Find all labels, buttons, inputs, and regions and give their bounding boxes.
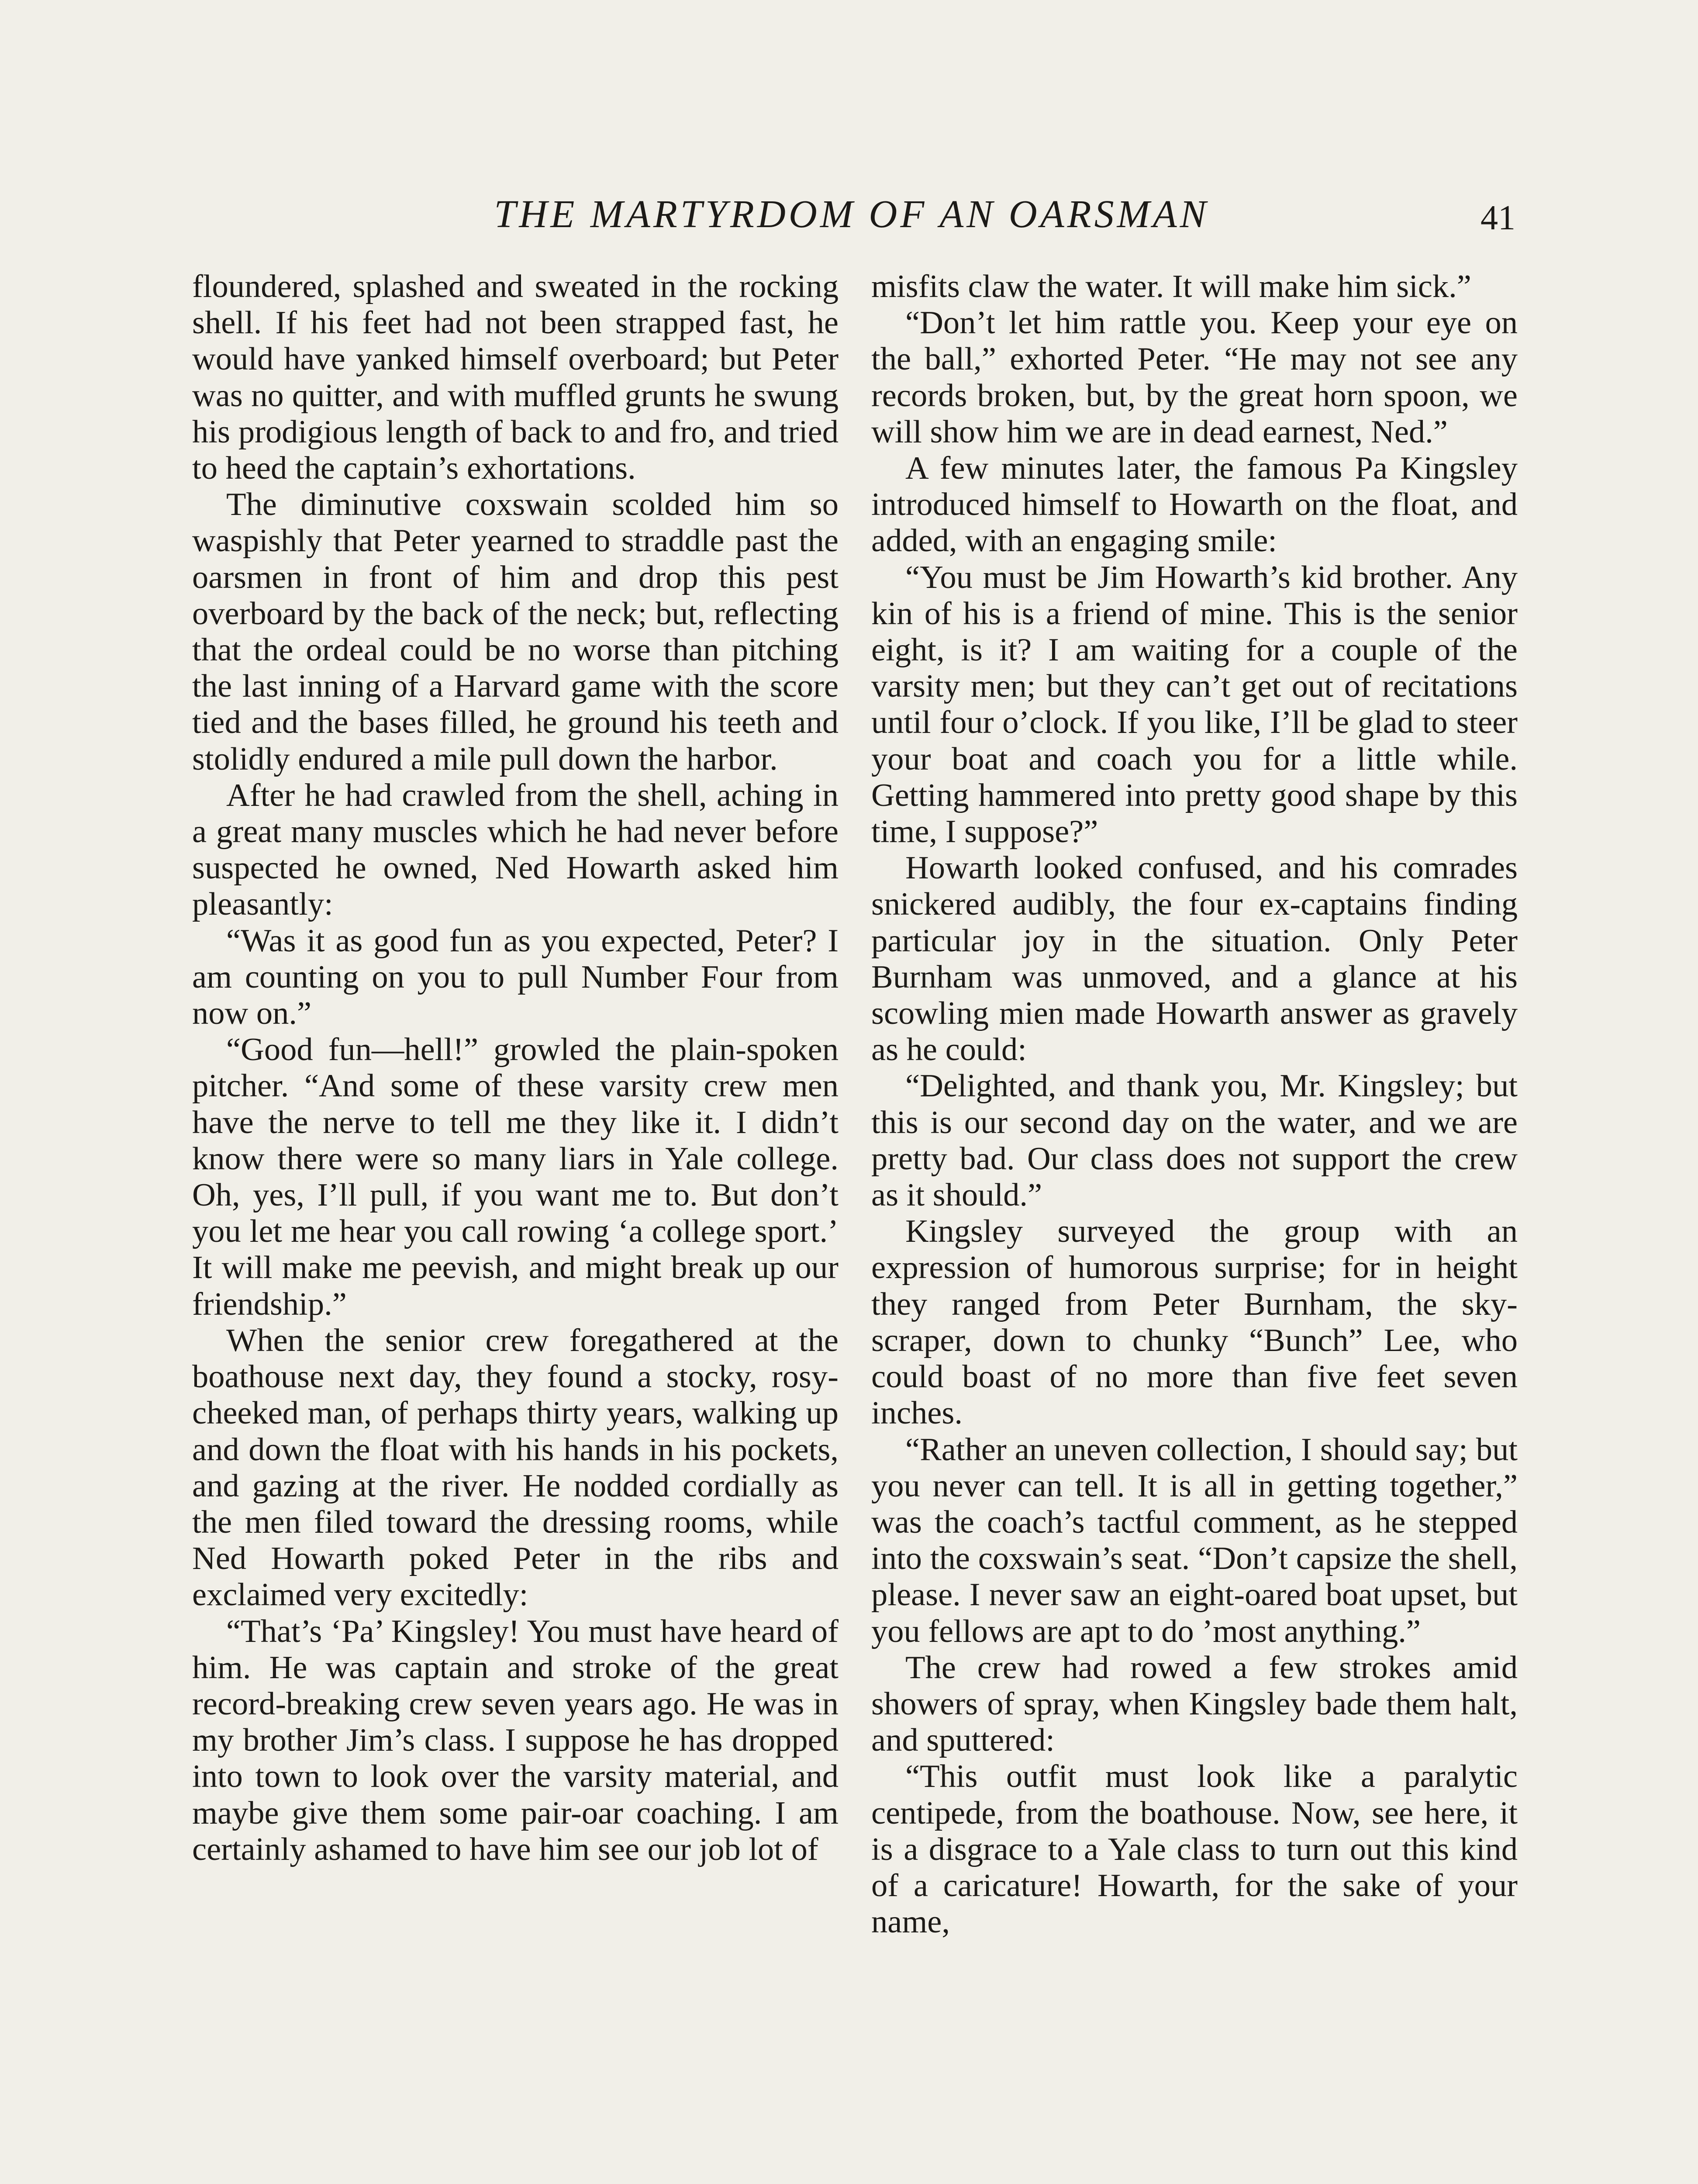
paragraph: The diminutive coxswain scolded him so waspishly that Peter yearned to straddle past the oarsmen in front of him and drop this pest overboard by the back of the neck; but, reflecting that the ordeal could be no worse than pitching the last inning of a Harvard game with the score tied and the bases filled, he ground his teeth and stolidly endured a mile pull down the harbor. [192,487,839,777]
paragraph: “You must be Jim Howarth’s kid brother. Any kin of his is a friend of mine. This is the senior eight, is it? I am waiting for a couple of the varsity men; but they can’t get out of recitations until four o’clock. If you like, I’ll be glad to steer your boat and coach you for a little while. Getting hammered into pretty good shape by this time, I suppose?” [871,559,1518,850]
paragraph: “Rather an uneven collection, I should say; but you never can tell. It is all in getting together,” was the coach’s tactful comment, as he stepped into the coxswain’s seat. “Don’t capsize the shell, please. I never saw an eight-oared boat upset, but you fellows are apt to do ’most anything.” [871,1431,1518,1649]
paragraph: After he had crawled from the shell, aching in a great many muscles which he had never before suspected he owned, Ned Howarth asked him pleasantly: [192,777,839,923]
running-title: THE MARTYRDOM OF AN OARSMAN [494,193,1209,236]
paragraph: “This outfit must look like a paralytic centipede, from the boathouse. Now, see here, it is a disgrace to a Yale class to turn out this kind of a caricature! Howarth, for the sake of your name, [871,1759,1518,1940]
left-column [192,269,839,2184]
running-head [188,190,1515,238]
paragraph: When the senior crew foregathered at the boathouse next day, they found a stocky, rosy-cheeked man, of perhaps thirty years, walking up and down the float with his hands in his pockets, and gazing at the river. He nodded cordially as the men filed toward the dressing rooms, while Ned Howarth poked Peter in the ribs and exclaimed very excitedly: [192,1322,839,1613]
paragraph: misfits claw the water. It will make him sick.” [871,269,1471,304]
paragraph: “Don’t let him rattle you. Keep your eye on the ball,” exhorted Peter. “He may not see any records broken, but, by the great horn spoon, we will show him we are in dead earnest, Ned.” [871,305,1518,450]
page-number: 41 [1481,199,1515,237]
paragraph: A few minutes later, the famous Pa Kingsley introduced himself to Howarth on the float, and added, with an engaging smile: [871,450,1518,559]
paragraph: “Was it as good fun as you expected, Peter? I am counting on you to pull Number Four from now on.” [192,923,839,1032]
paragraph: Howarth looked confused, and his comrades snickered audibly, the four ex-captains finding particular joy in the situation. Only Peter Burnham was unmoved, and a glance at his scowling mien made Howarth answer as gravely as he could: [871,850,1518,1068]
paragraph: Kingsley surveyed the group with an expression of humorous surprise; for in height they ranged from Peter Burnham, the sky-scraper, down to chunky “Bunch” Lee, who could boast of no more than five feet seven inches. [871,1213,1518,1431]
right-column [871,269,1518,2184]
paragraph: “Good fun—hell!” growled the plain-spoken pitcher. “And some of these varsity crew men have the nerve to tell me they like it. I didn’t know there were so many liars in Yale college. Oh, yes, I’ll pull, if you want me to. But don’t you let me hear you call rowing ‘a college sport.’ It will make me peevish, and might break up our friendship.” [192,1032,839,1322]
paragraph: floundered, splashed and sweated in the rocking shell. If his feet had not been strapped fast, he would have yanked himself overboard; but Peter was no quitter, and with muffled grunts he swung his prodigious length of back to and fro, and tried to heed the captain’s exhortations. [192,269,839,487]
paragraph: “Delighted, and thank you, Mr. Kingsley; but this is our second day on the water, and we are pretty bad. Our class does not support the crew as it should.” [871,1068,1518,1213]
paragraph: “That’s ‘Pa’ Kingsley! You must have heard of him. He was captain and stroke of the great record-breaking crew seven years ago. He was in my brother Jim’s class. I suppose he has dropped into town to look over the varsity material, and maybe give them some pair-oar coaching. I am certainly ashamed to have him see our job lot of [192,1613,839,1867]
paragraph: The crew had rowed a few strokes amid showers of spray, when Kingsley bade them halt, and sputtered: [871,1649,1518,1759]
